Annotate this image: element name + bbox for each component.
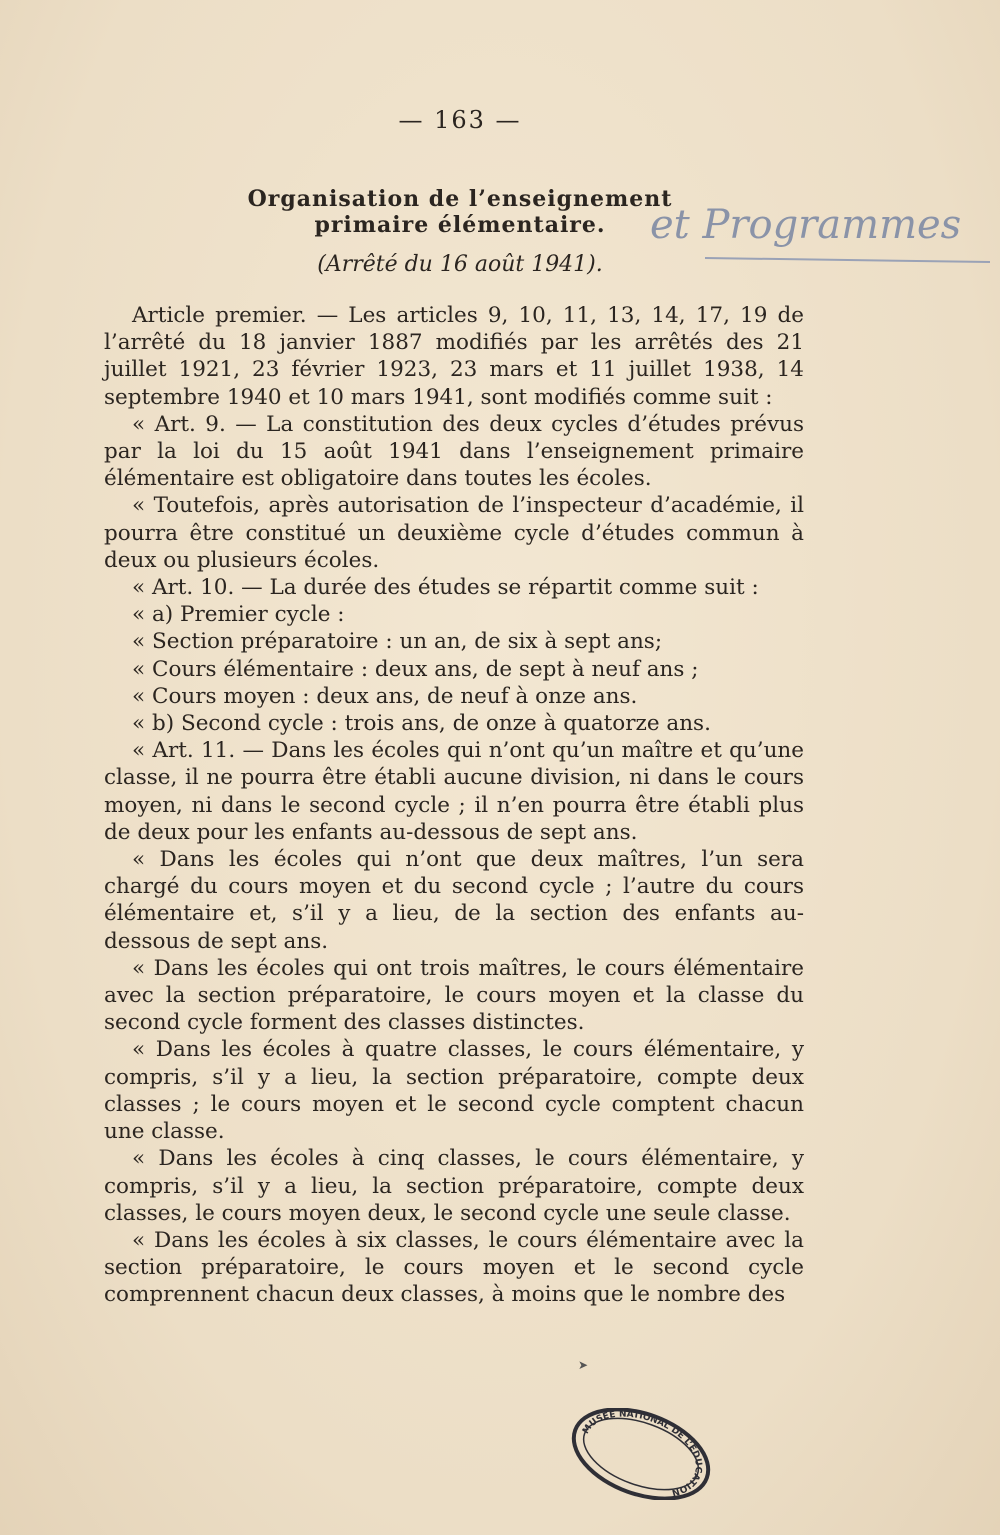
paragraph-six-classes: « Dans les écoles à six classes, le cours élémentaire avec la section préparatoire, le cours moyen et le second cycle comprennent chacun deux classes, à moins que le nombre des <box>104 1227 804 1308</box>
paragraph-deux-maitres: « Dans les écoles qui n’ont que deux maîtres, l’un sera chargé du cours moyen et du second cycle ; l’autre du cours élémentaire et, s’il y a lieu, de la section des enfants au-dessous de sept ans. <box>104 847 804 954</box>
paragraph-premier-cycle: « a) Premier cycle : <box>132 602 345 628</box>
decree-date-text: (Arrêté du 16 août 1941). <box>317 252 603 277</box>
title-line-1: Organisation de l’enseignement <box>247 186 673 212</box>
handwritten-underline <box>705 258 990 262</box>
paragraph-art-10: « Art. 10. — La durée des études se répartit comme suit : <box>132 575 759 601</box>
paragraph-cinq-classes: « Dans les écoles à cinq classes, le cours élémentaire, y compris, s’il y a lieu, la section préparatoire, compte deux classes, le cours moyen deux, le second cycle une seule classe. <box>104 1146 804 1226</box>
title-line-2: primaire élémentaire. <box>314 212 606 238</box>
library-stamp <box>566 1408 716 1500</box>
paragraph-trois-maitres: « Dans les écoles qui ont trois maîtres, le cours élémentaire avec la section préparatoire, le cours moyen et la classe du second cycle forment des classes distinctes. <box>104 955 804 1036</box>
paragraph-toutefois: « Toutefois, après autorisation de l’inspecteur d’académie, il pourra être constitué un deuxième cycle d’études commun à deux ou plusieurs écoles. <box>104 493 804 573</box>
paragraph-art-11: « Art. 11. — Dans les écoles qui n’ont qu’un maître et qu’une classe, il ne pourra être établi aucune division, ni dans le cours moyen, ni dans le second cycle ; il n’en pourra être établi plus de deux pour les enfants au-dessous de sept ans. <box>104 738 804 845</box>
handwritten-annotation <box>650 186 995 266</box>
paragraph-cours-moyen: « Cours moyen : deux ans, de neuf à onze ans. <box>132 683 638 709</box>
paragraph-section-preparatoire: « Section préparatoire : un an, de six à sept ans; <box>132 629 663 655</box>
paragraph-quatre-classes: « Dans les écoles à quatre classes, le cours élémentaire, y compris, s’il y a lieu, la section préparatoire, compte deux classes ; le cours moyen et le second cycle comptent chacun une classe. <box>104 1037 804 1145</box>
handwritten-note: et Programmes <box>650 202 962 248</box>
stamp-text: MUSÉE NATIONAL DE L’ÉDUCATION <box>581 1409 703 1498</box>
ink-speck: ➤ <box>578 1358 589 1372</box>
paragraph-article-premier: Article premier. — Les articles 9, 10, 11, 13, 14, 17, 19 de l’arrêté du 18 janvier 1887 modifiés par les arrêtés des 21 juillet 1921, 23 février 1923, 23 mars et 11 juillet 1938, 14 septembre 1940 et 10 mars 1941, sont modifiés comme suit : <box>104 303 804 410</box>
paragraph-art-9: « Art. 9. — La constitution des deux cycles d’études prévus par la loi du 15 août 1941 dans l’enseignement primaire élémentaire est obligatoire dans toutes les écoles. <box>104 411 804 492</box>
page-number: — 163 — <box>398 106 522 134</box>
decree-date <box>300 252 620 277</box>
paragraph-cours-elementaire: « Cours élémentaire : deux ans, de sept à neuf ans ; <box>132 656 699 682</box>
body-text <box>104 302 804 1309</box>
paragraph-second-cycle: « b) Second cycle : trois ans, de onze à quatorze ans. <box>132 711 711 737</box>
